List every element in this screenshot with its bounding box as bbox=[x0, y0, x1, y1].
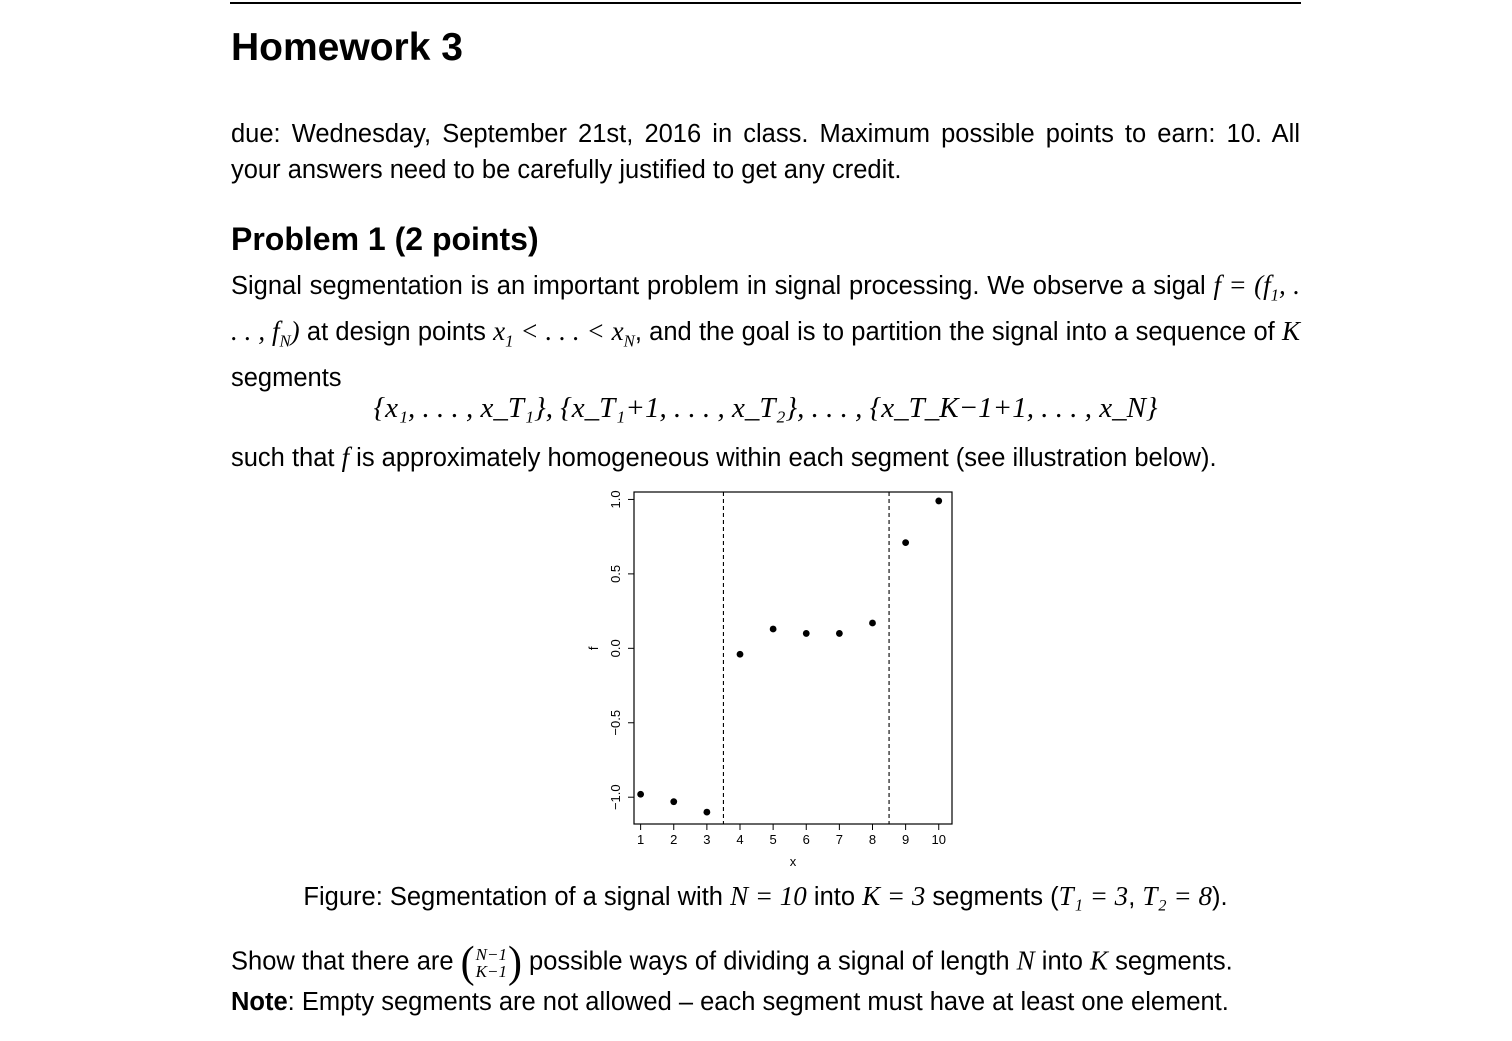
data-point-6 bbox=[803, 630, 810, 637]
x-tick-label-2: 2 bbox=[670, 832, 678, 847]
binomial-coefficient: ( N−1 K−1 ) bbox=[460, 938, 522, 988]
x-tick-label-9: 9 bbox=[902, 832, 910, 847]
x-tick-label-3: 3 bbox=[703, 832, 711, 847]
y-tick-label-2: −0.5 bbox=[608, 709, 623, 736]
problem-1-heading: Problem 1 (2 points) bbox=[231, 221, 539, 257]
x-tick-label-6: 6 bbox=[802, 832, 810, 847]
data-point-5 bbox=[770, 626, 777, 633]
x-tick-label-8: 8 bbox=[868, 832, 877, 847]
math-design-points: $x_1$ < . . . < $x_N$ bbox=[493, 316, 635, 351]
data-point-1 bbox=[637, 791, 644, 798]
math-K: K bbox=[1281, 316, 1300, 347]
data-point-9 bbox=[902, 539, 909, 546]
note-label: Note bbox=[231, 988, 288, 1016]
y-tick-label-5: 1.0 bbox=[608, 490, 623, 509]
figure-caption: Figure: Segmentation of a signal with N = 10 into K = 3 segments (T₁ = 3, T₂ = 8). bbox=[303, 881, 1228, 911]
x-axis-label: x bbox=[789, 854, 797, 869]
due-line: due: Wednesday, September 21st, 2016 in class. Maximum possible points to earn: 10. All your answers need to be carefully justified to get any credit. bbox=[231, 120, 1300, 184]
x-tick-label-5: 5 bbox=[769, 832, 777, 847]
data-point-3 bbox=[703, 809, 710, 816]
display-formula: {x₁, . . . , x_T₁}, {x_T₁+1, . . . , x_T₂}, . . . , {x_T_K−1+1, . . . , x_N} bbox=[373, 392, 1158, 424]
segmentation-figure bbox=[585, 483, 965, 876]
data-point-2 bbox=[670, 798, 677, 805]
y-tick-label-1: −1.0 bbox=[608, 784, 623, 811]
problem-1-intro: Signal segmentation is an important problem in signal processing. We observe a sigal $f = (f_1$, . . . , $f_N$) at design points $x_1$ < . . . < $x_N$, and the goal is to partition the signal into a sequence of K segments bbox=[231, 270, 1300, 392]
homogeneous-sentence: such that f is approximately homogeneous within each segment (see illustration below). bbox=[231, 442, 1217, 472]
problem-1-task: Show that there are ( N−1 K−1 ) possible ways of dividing a signal of length N into K segments. Note: Empty segments are not allowed – each segment must have at least one element. bbox=[231, 938, 1233, 1016]
data-point-7 bbox=[836, 630, 843, 637]
note-text: : Empty segments are not allowed – each segment must have at least one element. bbox=[287, 988, 1229, 1016]
math-f-vector: $f = (f_1$, . . . , $f_N$) bbox=[231, 270, 1300, 351]
x-tick-label-1: 1 bbox=[637, 832, 645, 847]
top-rule bbox=[230, 2, 1301, 4]
data-point-8 bbox=[869, 620, 876, 627]
y-tick-label-4: 0.5 bbox=[608, 564, 623, 583]
y-tick-label-3: 0.0 bbox=[608, 639, 623, 658]
x-tick-label-10: 10 bbox=[931, 832, 946, 847]
data-point-10 bbox=[935, 498, 942, 505]
x-tick-label-7: 7 bbox=[835, 832, 843, 847]
data-point-4 bbox=[737, 651, 744, 658]
y-axis-label: f bbox=[586, 646, 601, 651]
x-tick-label-4: 4 bbox=[736, 832, 744, 847]
page-title: Homework 3 bbox=[231, 26, 463, 69]
